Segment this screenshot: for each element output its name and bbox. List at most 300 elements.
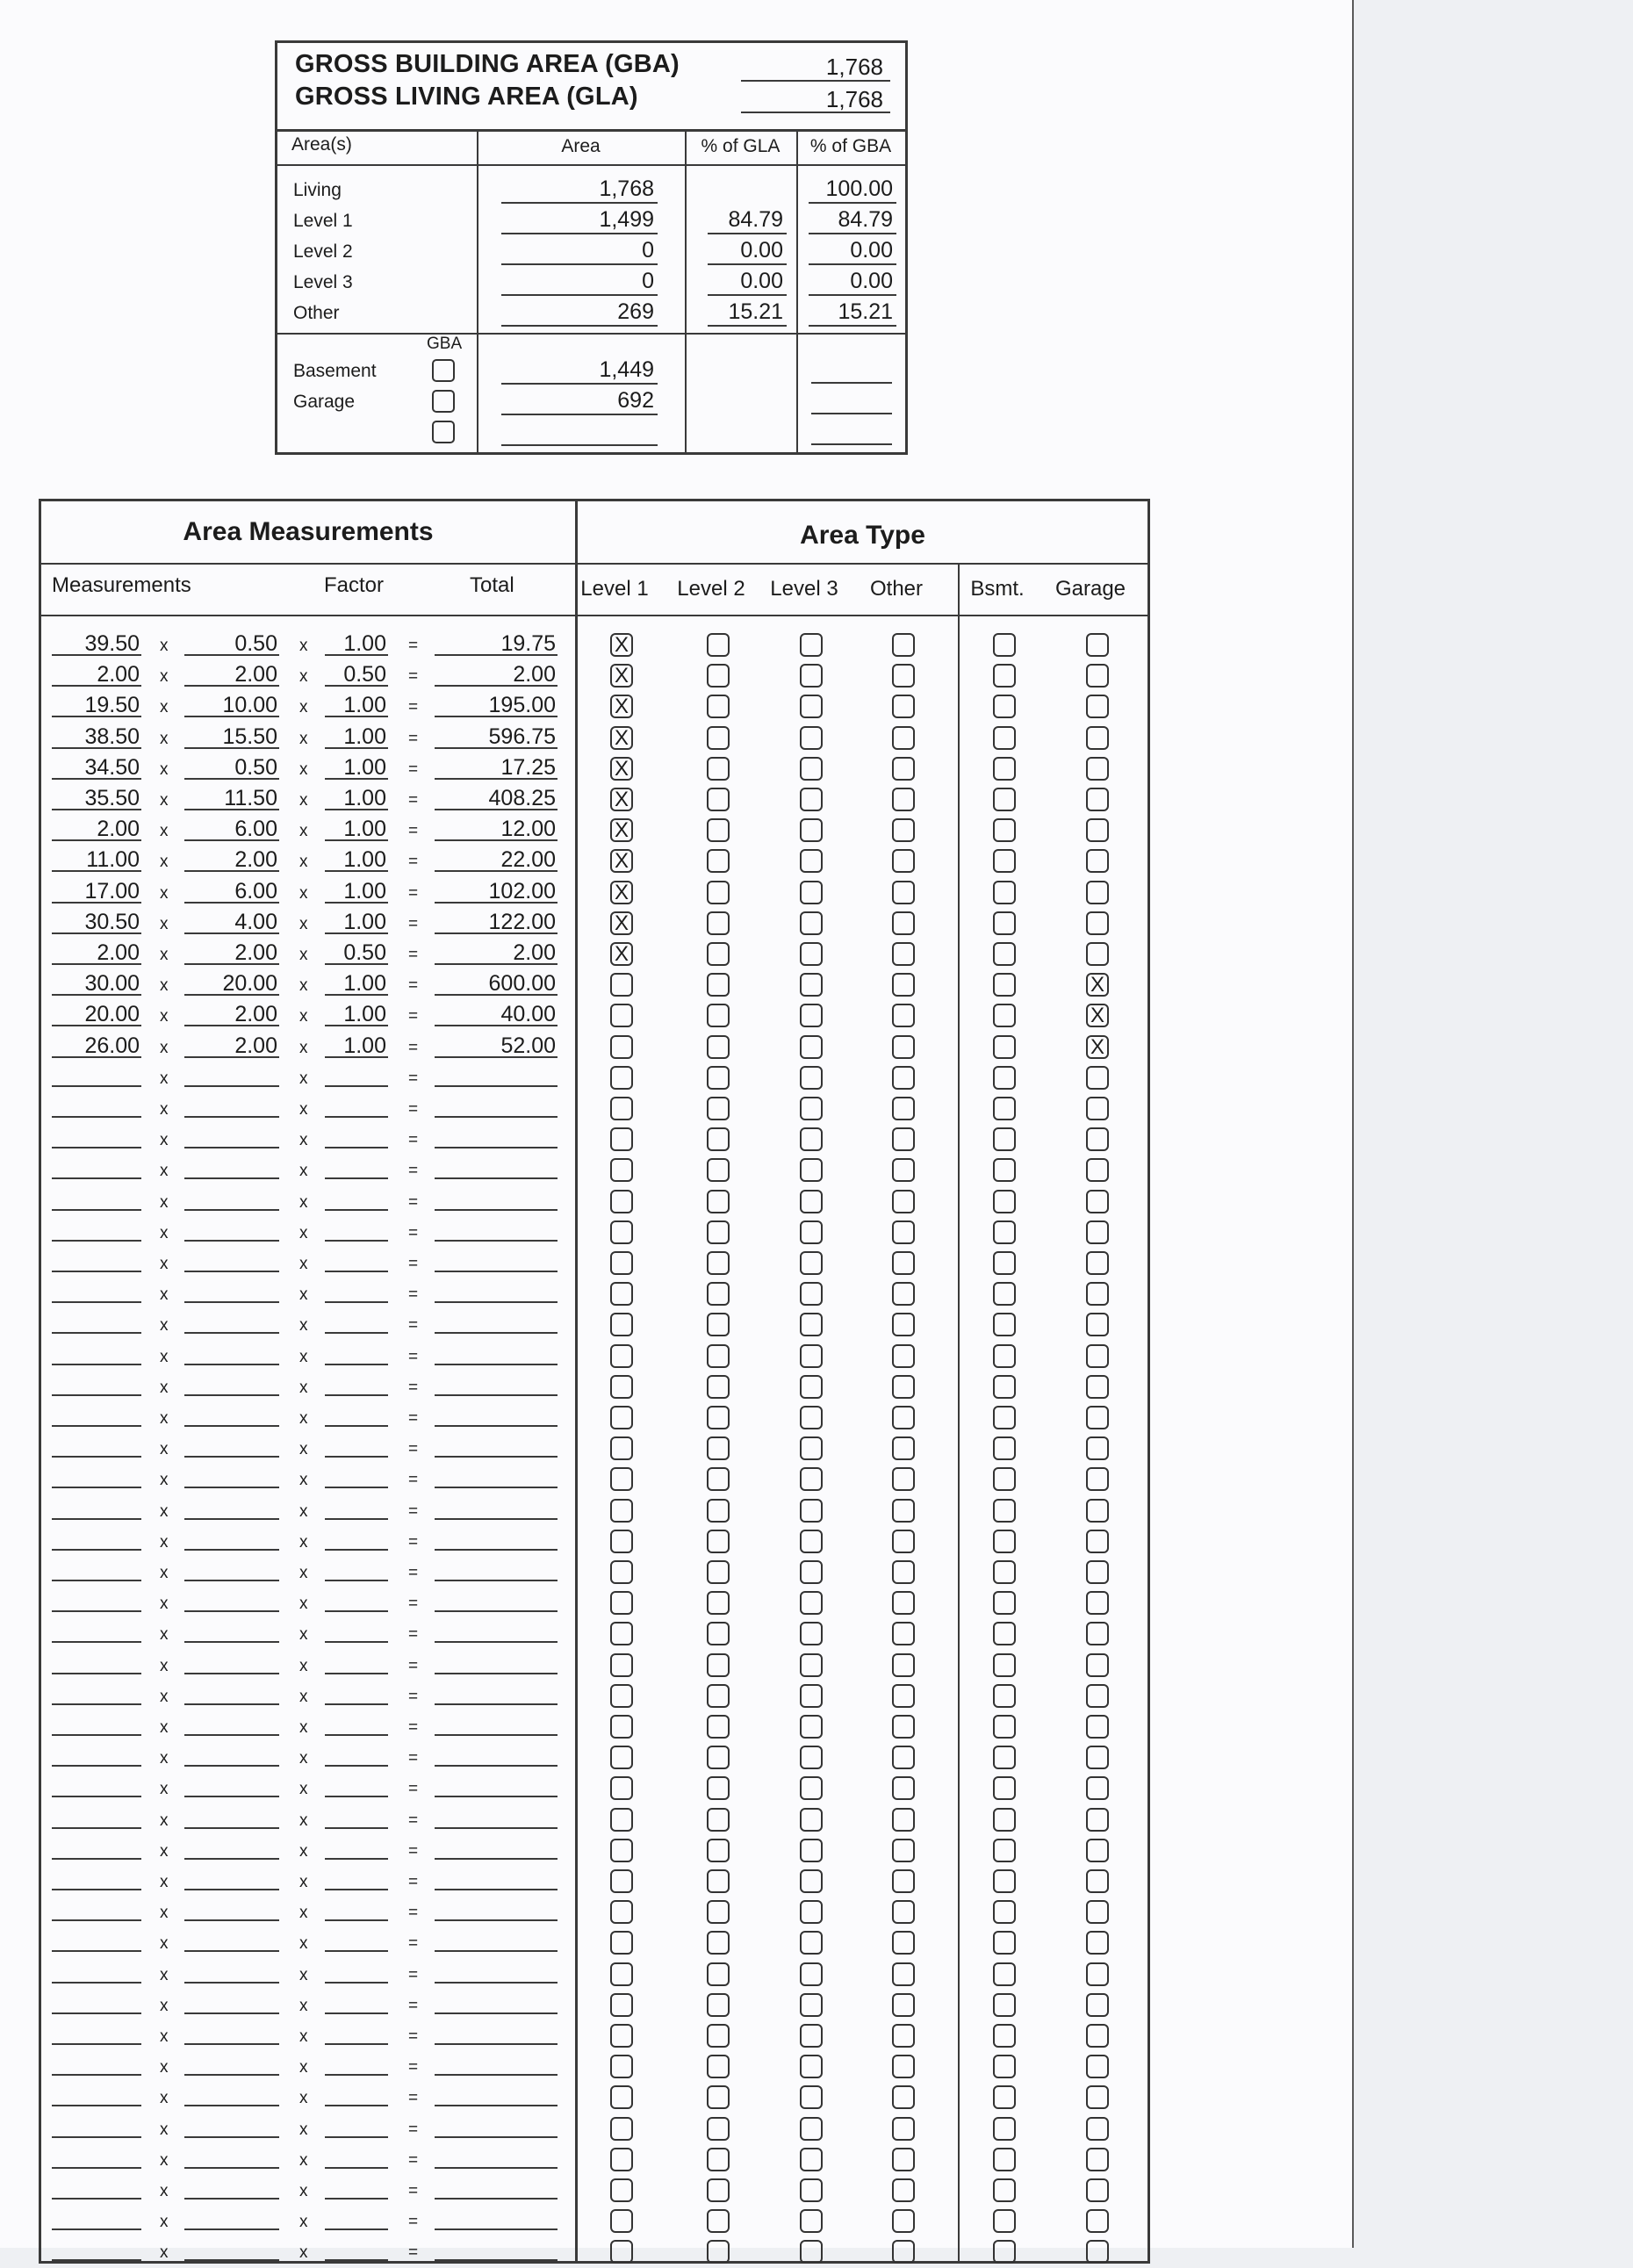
area-type-checkbox-level1[interactable] [610, 1776, 633, 1800]
area-type-checkbox-bsmt[interactable] [993, 1839, 1016, 1862]
area-type-checkbox-level1[interactable]: X [610, 664, 633, 688]
area-type-checkbox-other[interactable] [892, 1560, 915, 1584]
measurement-factor-blank[interactable] [325, 1456, 388, 1458]
measurement-width[interactable]: 4.00 [184, 910, 279, 934]
area-type-checkbox-other[interactable] [892, 2024, 915, 2048]
measurement-width-blank[interactable] [184, 2228, 279, 2230]
area-type-checkbox-garage[interactable] [1086, 1591, 1109, 1615]
measurement-factor-blank[interactable] [325, 1827, 388, 1829]
measurement-total-blank[interactable] [435, 2167, 558, 2169]
measurement-length-blank[interactable] [52, 1641, 141, 1643]
measurement-length[interactable]: 30.50 [52, 910, 141, 934]
measurement-width-blank[interactable] [184, 1085, 279, 1087]
measurement-length-blank[interactable] [52, 1827, 141, 1829]
measurement-factor[interactable]: 1.00 [325, 910, 388, 934]
measurement-total-blank[interactable] [435, 2136, 558, 2138]
measurement-total-blank[interactable] [435, 1240, 558, 1242]
measurement-length-blank[interactable] [52, 1301, 141, 1303]
area-type-checkbox-bsmt[interactable] [993, 1066, 1016, 1090]
area-type-checkbox-garage[interactable] [1086, 818, 1109, 842]
area-type-checkbox-level3[interactable] [800, 911, 823, 935]
measurement-width-blank[interactable] [184, 2105, 279, 2106]
measurement-length-blank[interactable] [52, 2012, 141, 2014]
measurement-length-blank[interactable] [52, 1177, 141, 1179]
measurement-length-blank[interactable] [52, 2074, 141, 2076]
area-type-checkbox-bsmt[interactable] [993, 849, 1016, 873]
area-type-checkbox-bsmt[interactable] [993, 1344, 1016, 1368]
measurement-width-blank[interactable] [184, 1487, 279, 1488]
area-type-checkbox-bsmt[interactable] [993, 695, 1016, 718]
area-type-checkbox-level2[interactable] [707, 788, 730, 811]
area-type-checkbox-bsmt[interactable] [993, 2117, 1016, 2141]
area-type-checkbox-level2[interactable] [707, 695, 730, 718]
measurement-factor-blank[interactable] [325, 1610, 388, 1612]
area-type-checkbox-level2[interactable] [707, 1962, 730, 1986]
area-type-checkbox-bsmt[interactable] [993, 757, 1016, 781]
measurement-length-blank[interactable] [52, 1982, 141, 1984]
measurement-width-blank[interactable] [184, 1394, 279, 1396]
measurement-length[interactable]: 30.00 [52, 971, 141, 996]
measurement-width-blank[interactable] [184, 1734, 279, 1736]
area-type-checkbox-level2[interactable] [707, 1560, 730, 1584]
measurement-width[interactable]: 15.50 [184, 724, 279, 749]
area-type-checkbox-bsmt[interactable] [993, 664, 1016, 688]
measurement-total-blank[interactable] [435, 1147, 558, 1148]
measurement-length[interactable]: 11.00 [52, 847, 141, 872]
area-type-checkbox-level3[interactable] [800, 2085, 823, 2109]
area-type-checkbox-garage[interactable]: X [1086, 1035, 1109, 1059]
measurement-length-blank[interactable] [52, 1487, 141, 1488]
area-type-checkbox-level2[interactable] [707, 1313, 730, 1336]
gba-include-checkbox[interactable] [432, 359, 455, 382]
area-type-checkbox-level1[interactable] [610, 1684, 633, 1708]
area-type-checkbox-garage[interactable] [1086, 2148, 1109, 2171]
measurement-factor-blank[interactable] [325, 1116, 388, 1118]
area-type-checkbox-level2[interactable] [707, 1190, 730, 1213]
measurement-total[interactable]: 52.00 [435, 1033, 558, 1058]
measurement-length[interactable]: 17.00 [52, 879, 141, 904]
area-type-checkbox-level1[interactable] [610, 1344, 633, 1368]
measurement-factor-blank[interactable] [325, 2259, 388, 2261]
area-type-checkbox-level2[interactable] [707, 1684, 730, 1708]
measurement-total-blank[interactable] [435, 1085, 558, 1087]
area-type-checkbox-garage[interactable] [1086, 1931, 1109, 1955]
area-type-checkbox-level1[interactable] [610, 1190, 633, 1213]
measurement-factor-blank[interactable] [325, 2074, 388, 2076]
area-type-checkbox-garage[interactable] [1086, 1436, 1109, 1460]
area-type-checkbox-garage[interactable] [1086, 1900, 1109, 1924]
measurement-width[interactable]: 2.00 [184, 940, 279, 965]
area-type-checkbox-other[interactable] [892, 2178, 915, 2202]
area-type-checkbox-garage[interactable] [1086, 1158, 1109, 1182]
area-type-checkbox-level2[interactable] [707, 1869, 730, 1893]
area-type-checkbox-garage[interactable] [1086, 1869, 1109, 1893]
measurement-total-blank[interactable] [435, 2012, 558, 2014]
measurement-width-blank[interactable] [184, 1456, 279, 1458]
measurement-length-blank[interactable] [52, 1147, 141, 1148]
gba-include-checkbox[interactable] [432, 390, 455, 413]
measurement-width[interactable]: 2.00 [184, 662, 279, 687]
measurement-length[interactable]: 2.00 [52, 662, 141, 687]
measurement-factor-blank[interactable] [325, 1919, 388, 1921]
area-type-checkbox-level2[interactable] [707, 1436, 730, 1460]
measurement-total-blank[interactable] [435, 1549, 558, 1551]
measurement-width-blank[interactable] [184, 2012, 279, 2014]
area-type-checkbox-other[interactable] [892, 1220, 915, 1244]
measurement-width-blank[interactable] [184, 1982, 279, 1984]
area-type-checkbox-level3[interactable] [800, 633, 823, 657]
area-type-checkbox-level1[interactable] [610, 1282, 633, 1306]
measurement-width-blank[interactable] [184, 1641, 279, 1643]
area-type-checkbox-bsmt[interactable] [993, 1158, 1016, 1182]
area-type-checkbox-level2[interactable] [707, 1715, 730, 1739]
area-type-checkbox-level3[interactable] [800, 1406, 823, 1429]
area-type-checkbox-level1[interactable] [610, 1127, 633, 1151]
measurement-total-blank[interactable] [435, 1518, 558, 1520]
measurement-total-blank[interactable] [435, 1456, 558, 1458]
area-type-checkbox-level1[interactable] [610, 1715, 633, 1739]
area-type-checkbox-bsmt[interactable] [993, 1097, 1016, 1120]
area-type-checkbox-level3[interactable] [800, 788, 823, 811]
measurement-factor[interactable]: 1.00 [325, 879, 388, 904]
area-type-checkbox-bsmt[interactable] [993, 1900, 1016, 1924]
area-type-checkbox-garage[interactable] [1086, 2085, 1109, 2109]
measurement-factor-blank[interactable] [325, 2198, 388, 2200]
measurement-factor-blank[interactable] [325, 1240, 388, 1242]
measurement-length-blank[interactable] [52, 1456, 141, 1458]
area-type-checkbox-level3[interactable] [800, 1004, 823, 1027]
measurement-total-blank[interactable] [435, 1827, 558, 1829]
area-type-checkbox-level2[interactable] [707, 2117, 730, 2141]
area-type-checkbox-level1[interactable] [610, 1993, 633, 2017]
area-type-checkbox-other[interactable] [892, 1282, 915, 1306]
measurement-width[interactable]: 10.00 [184, 693, 279, 717]
measurement-factor-blank[interactable] [325, 1487, 388, 1488]
area-type-checkbox-level1[interactable] [610, 2085, 633, 2109]
measurement-width-blank[interactable] [184, 1301, 279, 1303]
area-type-checkbox-garage[interactable] [1086, 1066, 1109, 1090]
area-type-checkbox-other[interactable] [892, 1436, 915, 1460]
area-type-checkbox-garage[interactable] [1086, 757, 1109, 781]
area-type-checkbox-level1[interactable]: X [610, 788, 633, 811]
area-type-checkbox-other[interactable] [892, 1375, 915, 1399]
measurement-factor-blank[interactable] [325, 1796, 388, 1797]
measurement-length-blank[interactable] [52, 1703, 141, 1705]
area-type-checkbox-level3[interactable] [800, 1591, 823, 1615]
measurement-length-blank[interactable] [52, 1364, 141, 1365]
area-type-checkbox-level1[interactable] [610, 1375, 633, 1399]
measurement-factor[interactable]: 1.00 [325, 631, 388, 656]
area-type-checkbox-level1[interactable]: X [610, 849, 633, 873]
area-type-checkbox-level2[interactable] [707, 942, 730, 966]
measurement-total[interactable]: 19.75 [435, 631, 558, 656]
area-type-checkbox-level1[interactable] [610, 2148, 633, 2171]
area-type-checkbox-garage[interactable]: X [1086, 973, 1109, 997]
area-type-checkbox-other[interactable] [892, 1653, 915, 1677]
measurement-length-blank[interactable] [52, 1209, 141, 1211]
area-type-checkbox-other[interactable] [892, 973, 915, 997]
area-type-checkbox-bsmt[interactable] [993, 1282, 1016, 1306]
measurement-width-blank[interactable] [184, 1147, 279, 1148]
area-type-checkbox-level2[interactable] [707, 2024, 730, 2048]
measurement-total-blank[interactable] [435, 1889, 558, 1890]
measurement-total[interactable]: 102.00 [435, 879, 558, 904]
measurement-length-blank[interactable] [52, 2043, 141, 2045]
area-type-checkbox-bsmt[interactable] [993, 1035, 1016, 1059]
area-type-checkbox-level3[interactable] [800, 1220, 823, 1244]
measurement-length-blank[interactable] [52, 2167, 141, 2169]
area-type-checkbox-level1[interactable] [610, 1653, 633, 1677]
area-type-checkbox-level1[interactable] [610, 2117, 633, 2141]
area-type-checkbox-level3[interactable] [800, 757, 823, 781]
area-type-checkbox-level3[interactable] [800, 1869, 823, 1893]
measurement-total-blank[interactable] [435, 1580, 558, 1581]
area-type-checkbox-other[interactable] [892, 1127, 915, 1151]
measurement-width-blank[interactable] [184, 1703, 279, 1705]
area-type-checkbox-other[interactable] [892, 695, 915, 718]
measurement-width[interactable]: 2.00 [184, 847, 279, 872]
area-type-checkbox-bsmt[interactable] [993, 2055, 1016, 2078]
area-type-checkbox-level3[interactable] [800, 942, 823, 966]
measurement-factor-blank[interactable] [325, 1703, 388, 1705]
measurement-factor[interactable]: 1.00 [325, 755, 388, 780]
area-type-checkbox-garage[interactable] [1086, 1375, 1109, 1399]
area-type-checkbox-garage[interactable] [1086, 911, 1109, 935]
area-type-checkbox-level2[interactable] [707, 1035, 730, 1059]
measurement-factor-blank[interactable] [325, 1085, 388, 1087]
measurement-width-blank[interactable] [184, 1240, 279, 1242]
area-type-checkbox-level2[interactable] [707, 1251, 730, 1275]
area-type-checkbox-other[interactable] [892, 2055, 915, 2078]
measurement-width-blank[interactable] [184, 1765, 279, 1767]
area-type-checkbox-level3[interactable] [800, 2209, 823, 2233]
measurement-factor[interactable]: 0.50 [325, 940, 388, 965]
area-type-checkbox-bsmt[interactable] [993, 1869, 1016, 1893]
measurement-total-blank[interactable] [435, 1177, 558, 1179]
measurement-width-blank[interactable] [184, 1673, 279, 1674]
measurement-total-blank[interactable] [435, 1610, 558, 1612]
measurement-length-blank[interactable] [52, 1734, 141, 1736]
area-type-checkbox-bsmt[interactable] [993, 818, 1016, 842]
area-type-checkbox-other[interactable] [892, 1190, 915, 1213]
measurement-length[interactable]: 19.50 [52, 693, 141, 717]
area-type-checkbox-level1[interactable] [610, 1406, 633, 1429]
area-type-checkbox-level3[interactable] [800, 1190, 823, 1213]
measurement-total-blank[interactable] [435, 1116, 558, 1118]
area-type-checkbox-level1[interactable]: X [610, 911, 633, 935]
area-type-checkbox-other[interactable] [892, 1808, 915, 1832]
area-type-checkbox-bsmt[interactable] [993, 2178, 1016, 2202]
area-type-checkbox-level3[interactable] [800, 1251, 823, 1275]
measurement-length-blank[interactable] [52, 1765, 141, 1767]
area-type-checkbox-garage[interactable] [1086, 1406, 1109, 1429]
area-type-checkbox-other[interactable] [892, 1746, 915, 1769]
area-type-checkbox-bsmt[interactable] [993, 2148, 1016, 2171]
area-type-checkbox-garage[interactable] [1086, 633, 1109, 657]
measurement-total-blank[interactable] [435, 1673, 558, 1674]
area-type-checkbox-garage[interactable] [1086, 1313, 1109, 1336]
measurement-total-blank[interactable] [435, 2074, 558, 2076]
area-type-checkbox-level2[interactable] [707, 1097, 730, 1120]
measurement-total-blank[interactable] [435, 1332, 558, 1334]
measurement-width-blank[interactable] [184, 1425, 279, 1427]
measurement-factor-blank[interactable] [325, 2043, 388, 2045]
area-type-checkbox-level1[interactable] [610, 1251, 633, 1275]
area-type-checkbox-other[interactable] [892, 788, 915, 811]
area-type-checkbox-level2[interactable] [707, 1066, 730, 1090]
area-type-checkbox-garage[interactable] [1086, 2117, 1109, 2141]
area-type-checkbox-level2[interactable] [707, 1993, 730, 2017]
area-type-checkbox-level2[interactable] [707, 2148, 730, 2171]
area-type-checkbox-bsmt[interactable] [993, 2240, 1016, 2264]
area-type-checkbox-bsmt[interactable] [993, 1467, 1016, 1491]
area-type-checkbox-level3[interactable] [800, 1282, 823, 1306]
area-type-checkbox-garage[interactable] [1086, 1715, 1109, 1739]
area-type-checkbox-level1[interactable] [610, 2178, 633, 2202]
area-type-checkbox-level3[interactable] [800, 1066, 823, 1090]
measurement-total-blank[interactable] [435, 1734, 558, 1736]
measurement-factor[interactable]: 1.00 [325, 724, 388, 749]
area-type-checkbox-level2[interactable] [707, 1591, 730, 1615]
measurement-width[interactable]: 0.50 [184, 631, 279, 656]
area-type-checkbox-level2[interactable] [707, 1158, 730, 1182]
measurement-factor[interactable]: 1.00 [325, 971, 388, 996]
area-type-checkbox-level1[interactable] [610, 1869, 633, 1893]
area-type-checkbox-bsmt[interactable] [993, 1776, 1016, 1800]
measurement-width[interactable]: 0.50 [184, 755, 279, 780]
measurement-width-blank[interactable] [184, 1209, 279, 1211]
area-type-checkbox-bsmt[interactable] [993, 1127, 1016, 1151]
area-type-checkbox-bsmt[interactable] [993, 1436, 1016, 1460]
measurement-width-blank[interactable] [184, 2074, 279, 2076]
measurement-length[interactable]: 38.50 [52, 724, 141, 749]
area-type-checkbox-other[interactable] [892, 849, 915, 873]
area-type-checkbox-level3[interactable] [800, 1467, 823, 1491]
measurement-length[interactable]: 35.50 [52, 786, 141, 810]
measurement-length-blank[interactable] [52, 1518, 141, 1520]
area-type-checkbox-bsmt[interactable] [993, 2024, 1016, 2048]
measurement-factor-blank[interactable] [325, 1394, 388, 1396]
measurement-width[interactable]: 6.00 [184, 817, 279, 841]
area-type-checkbox-garage[interactable] [1086, 1251, 1109, 1275]
area-type-checkbox-level3[interactable] [800, 1622, 823, 1645]
measurement-factor-blank[interactable] [325, 1177, 388, 1179]
measurement-total[interactable]: 12.00 [435, 817, 558, 841]
area-type-checkbox-level1[interactable]: X [610, 818, 633, 842]
area-type-checkbox-bsmt[interactable] [993, 1993, 1016, 2017]
measurement-length[interactable]: 26.00 [52, 1033, 141, 1058]
area-type-checkbox-bsmt[interactable] [993, 1808, 1016, 1832]
area-type-checkbox-level3[interactable] [800, 664, 823, 688]
measurement-width-blank[interactable] [184, 1610, 279, 1612]
area-type-checkbox-level1[interactable] [610, 1313, 633, 1336]
area-type-checkbox-bsmt[interactable] [993, 881, 1016, 904]
measurement-width-blank[interactable] [184, 2259, 279, 2261]
measurement-width-blank[interactable] [184, 1950, 279, 1952]
area-type-checkbox-garage[interactable] [1086, 1499, 1109, 1523]
area-type-checkbox-level1[interactable] [610, 1436, 633, 1460]
area-type-checkbox-bsmt[interactable] [993, 1375, 1016, 1399]
area-type-checkbox-bsmt[interactable] [993, 2209, 1016, 2233]
measurement-factor-blank[interactable] [325, 1549, 388, 1551]
measurement-length-blank[interactable] [52, 1889, 141, 1890]
measurement-factor-blank[interactable] [325, 2136, 388, 2138]
area-type-checkbox-garage[interactable] [1086, 1190, 1109, 1213]
measurement-factor-blank[interactable] [325, 1332, 388, 1334]
area-type-checkbox-garage[interactable] [1086, 1467, 1109, 1491]
measurement-length[interactable]: 20.00 [52, 1002, 141, 1026]
area-type-checkbox-level2[interactable] [707, 1467, 730, 1491]
area-type-checkbox-level3[interactable] [800, 695, 823, 718]
measurement-total-blank[interactable] [435, 2043, 558, 2045]
area-type-checkbox-level1[interactable] [610, 1220, 633, 1244]
measurement-length[interactable]: 34.50 [52, 755, 141, 780]
area-type-checkbox-garage[interactable] [1086, 1839, 1109, 1862]
area-type-checkbox-level2[interactable] [707, 818, 730, 842]
area-type-checkbox-bsmt[interactable] [993, 1746, 1016, 1769]
measurement-width-blank[interactable] [184, 1796, 279, 1797]
area-type-checkbox-level2[interactable] [707, 1900, 730, 1924]
area-type-checkbox-level1[interactable]: X [610, 633, 633, 657]
measurement-length-blank[interactable] [52, 1085, 141, 1087]
area-type-checkbox-bsmt[interactable] [993, 1313, 1016, 1336]
measurement-length[interactable]: 39.50 [52, 631, 141, 656]
area-type-checkbox-level3[interactable] [800, 1375, 823, 1399]
measurement-factor[interactable]: 1.00 [325, 693, 388, 717]
area-type-checkbox-level2[interactable] [707, 2085, 730, 2109]
area-type-checkbox-level1[interactable] [610, 1962, 633, 1986]
area-type-checkbox-level3[interactable] [800, 1653, 823, 1677]
measurement-length-blank[interactable] [52, 1394, 141, 1396]
area-type-checkbox-garage[interactable] [1086, 1776, 1109, 1800]
area-type-checkbox-bsmt[interactable] [993, 1591, 1016, 1615]
area-type-checkbox-level2[interactable] [707, 1004, 730, 1027]
area-type-checkbox-level2[interactable] [707, 2209, 730, 2233]
area-type-checkbox-level3[interactable] [800, 1962, 823, 1986]
measurement-width-blank[interactable] [184, 1177, 279, 1179]
measurement-factor[interactable]: 1.00 [325, 1033, 388, 1058]
area-type-checkbox-garage[interactable] [1086, 664, 1109, 688]
area-type-checkbox-garage[interactable] [1086, 1622, 1109, 1645]
area-type-checkbox-level2[interactable] [707, 726, 730, 750]
measurement-length-blank[interactable] [52, 1549, 141, 1551]
area-type-checkbox-level3[interactable] [800, 2055, 823, 2078]
area-type-checkbox-other[interactable] [892, 2085, 915, 2109]
measurement-total-blank[interactable] [435, 1641, 558, 1643]
measurement-width-blank[interactable] [184, 1271, 279, 1272]
area-type-checkbox-level2[interactable] [707, 911, 730, 935]
area-type-checkbox-garage[interactable] [1086, 881, 1109, 904]
area-type-checkbox-bsmt[interactable] [993, 726, 1016, 750]
measurement-width-blank[interactable] [184, 1889, 279, 1890]
measurement-length-blank[interactable] [52, 2259, 141, 2261]
measurement-total-blank[interactable] [435, 1271, 558, 1272]
area-type-checkbox-level1[interactable] [610, 1900, 633, 1924]
measurement-factor-blank[interactable] [325, 2012, 388, 2014]
measurement-factor[interactable]: 1.00 [325, 786, 388, 810]
area-type-checkbox-bsmt[interactable] [993, 1560, 1016, 1584]
measurement-length-blank[interactable] [52, 1271, 141, 1272]
area-type-checkbox-other[interactable] [892, 1622, 915, 1645]
area-type-checkbox-garage[interactable] [1086, 726, 1109, 750]
area-type-checkbox-level1[interactable] [610, 1839, 633, 1862]
measurement-length-blank[interactable] [52, 1580, 141, 1581]
area-type-checkbox-garage[interactable] [1086, 2209, 1109, 2233]
area-type-checkbox-level1[interactable] [610, 2209, 633, 2233]
area-type-checkbox-bsmt[interactable] [993, 1715, 1016, 1739]
area-type-checkbox-level3[interactable] [800, 2117, 823, 2141]
area-type-checkbox-level2[interactable] [707, 1839, 730, 1862]
